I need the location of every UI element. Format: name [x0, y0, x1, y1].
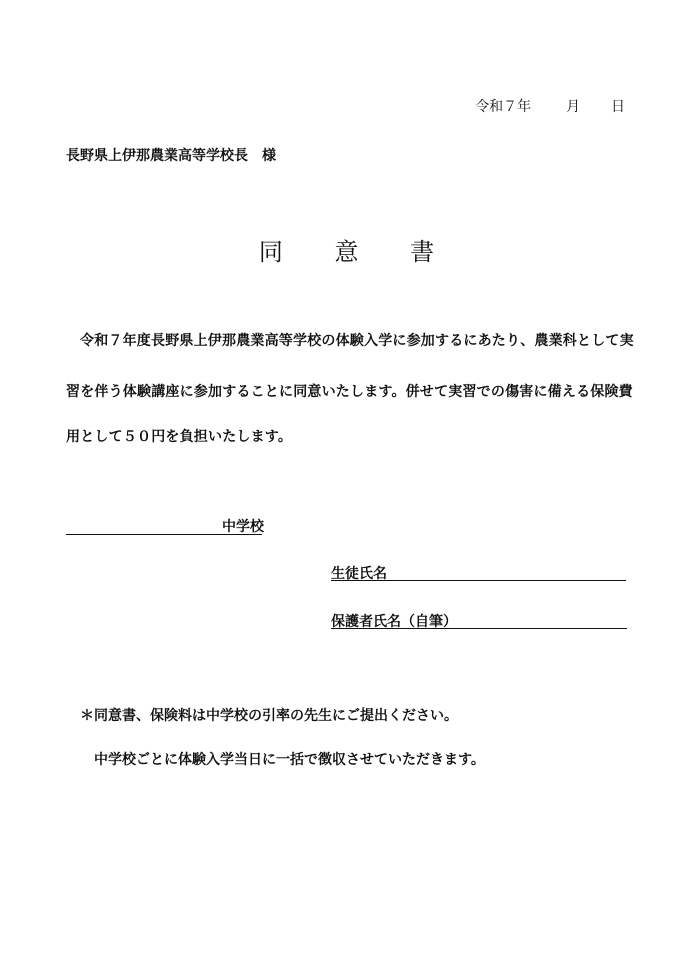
title-char-3: 書 — [410, 238, 435, 266]
student-name-field[interactable] — [331, 563, 626, 581]
document-title — [0, 232, 693, 267]
guardian-name-label: 保護者氏名（自筆） — [331, 614, 457, 630]
note-submission: ＊同意書、保険料は中学校の引率の先生にご提出ください。 — [80, 708, 458, 724]
body-line-3: 用として５０円を負担いたします。 — [66, 429, 293, 445]
date-day: 日 — [611, 99, 625, 115]
title-char-2: 意 — [334, 238, 359, 266]
school-label: 中学校 — [222, 519, 264, 535]
date-era: 令和７年 — [475, 99, 532, 115]
guardian-name-field[interactable] — [331, 611, 627, 629]
date-line — [475, 96, 625, 116]
addressee: 長野県上伊那農業高等学校長 様 — [66, 148, 276, 164]
body-line-1: 令和７年度長野県上伊那農業高等学校の体験入学に参加するにあたり、農業科として実 — [80, 333, 634, 349]
note-collection: 中学校ごとに体験入学当日に一括で徴収させていただきます。 — [94, 752, 485, 768]
body-line-2: 習を伴う体験講座に参加することに同意いたします。併せて実習での傷害に備える保険費 — [66, 384, 633, 400]
date-month: 月 — [566, 99, 581, 115]
student-name-label: 生徒氏名 — [331, 566, 387, 582]
title-char-1: 同 — [258, 238, 283, 266]
